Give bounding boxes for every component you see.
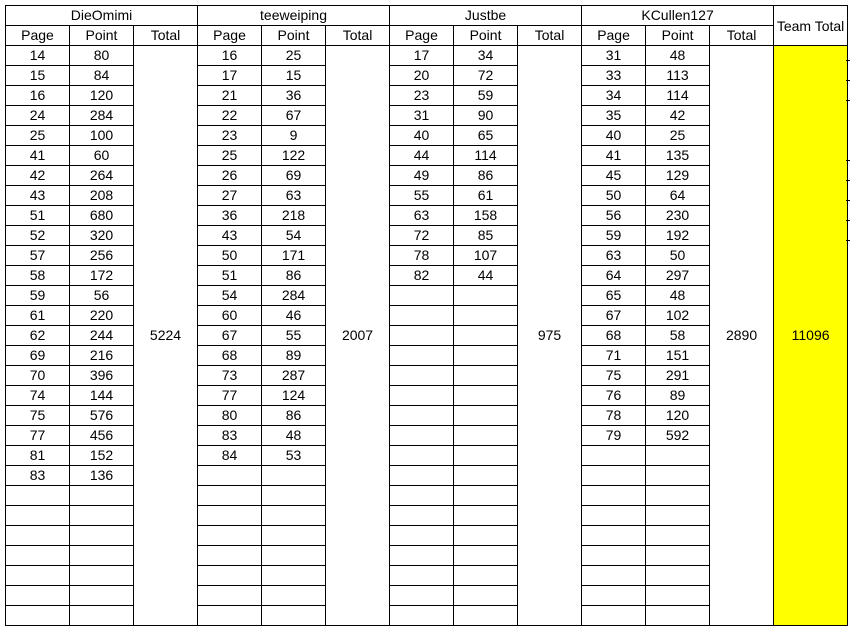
page-cell[interactable]: 56 <box>582 206 646 226</box>
page-cell[interactable]: 80 <box>198 406 262 426</box>
point-cell[interactable] <box>454 286 518 306</box>
page-cell[interactable]: 35 <box>582 106 646 126</box>
point-cell[interactable]: 218 <box>262 206 326 226</box>
page-cell[interactable]: 26 <box>198 166 262 186</box>
point-cell[interactable] <box>262 606 326 626</box>
page-cell[interactable]: 16 <box>6 86 70 106</box>
page-cell[interactable] <box>6 506 70 526</box>
point-cell[interactable]: 44 <box>454 266 518 286</box>
point-cell[interactable] <box>454 586 518 606</box>
point-cell[interactable] <box>70 486 134 506</box>
point-cell[interactable]: 90 <box>454 106 518 126</box>
point-cell[interactable] <box>646 466 710 486</box>
point-cell[interactable] <box>454 366 518 386</box>
point-cell[interactable] <box>70 606 134 626</box>
point-cell[interactable]: 36 <box>262 86 326 106</box>
page-cell[interactable]: 42 <box>6 166 70 186</box>
point-cell[interactable]: 291 <box>646 366 710 386</box>
point-column-header[interactable]: Point <box>262 26 326 46</box>
page-cell[interactable]: 24 <box>6 106 70 126</box>
page-cell[interactable] <box>390 486 454 506</box>
page-cell[interactable] <box>582 446 646 466</box>
player-total-cell[interactable]: 975 <box>518 46 582 626</box>
point-cell[interactable] <box>454 506 518 526</box>
point-cell[interactable]: 113 <box>646 66 710 86</box>
point-cell[interactable]: 135 <box>646 146 710 166</box>
page-column-header[interactable]: Page <box>582 26 646 46</box>
point-cell[interactable] <box>454 526 518 546</box>
page-cell[interactable]: 34 <box>582 86 646 106</box>
point-column-header[interactable]: Point <box>70 26 134 46</box>
page-cell[interactable] <box>390 466 454 486</box>
page-cell[interactable]: 54 <box>198 286 262 306</box>
point-cell[interactable] <box>646 446 710 466</box>
point-cell[interactable]: 114 <box>454 146 518 166</box>
point-cell[interactable] <box>70 506 134 526</box>
page-cell[interactable]: 83 <box>198 426 262 446</box>
page-cell[interactable]: 68 <box>198 346 262 366</box>
page-cell[interactable]: 77 <box>6 426 70 446</box>
page-cell[interactable]: 33 <box>582 66 646 86</box>
point-cell[interactable] <box>454 566 518 586</box>
page-cell[interactable] <box>198 466 262 486</box>
point-cell[interactable] <box>454 306 518 326</box>
page-cell[interactable]: 84 <box>198 446 262 466</box>
page-cell[interactable]: 76 <box>582 386 646 406</box>
page-cell[interactable]: 25 <box>198 146 262 166</box>
page-cell[interactable] <box>582 606 646 626</box>
point-cell[interactable]: 592 <box>646 426 710 446</box>
page-cell[interactable]: 25 <box>6 126 70 146</box>
score-table <box>5 5 848 626</box>
point-cell[interactable]: 100 <box>70 126 134 146</box>
page-cell[interactable]: 57 <box>6 246 70 266</box>
point-cell[interactable]: 120 <box>70 86 134 106</box>
point-cell[interactable]: 86 <box>262 266 326 286</box>
point-cell[interactable]: 171 <box>262 246 326 266</box>
point-cell[interactable] <box>262 546 326 566</box>
point-cell[interactable]: 46 <box>262 306 326 326</box>
page-cell[interactable]: 43 <box>6 186 70 206</box>
point-column-header[interactable]: Point <box>454 26 518 46</box>
point-cell[interactable]: 172 <box>70 266 134 286</box>
point-cell[interactable] <box>646 526 710 546</box>
page-cell[interactable]: 40 <box>390 126 454 146</box>
point-cell[interactable]: 9 <box>262 126 326 146</box>
point-cell[interactable]: 48 <box>646 286 710 306</box>
point-cell[interactable]: 72 <box>454 66 518 86</box>
point-cell[interactable] <box>70 566 134 586</box>
page-cell[interactable] <box>582 546 646 566</box>
page-cell[interactable] <box>390 546 454 566</box>
page-cell[interactable]: 63 <box>390 206 454 226</box>
point-cell[interactable] <box>262 586 326 606</box>
page-cell[interactable]: 59 <box>6 286 70 306</box>
page-cell[interactable]: 41 <box>6 146 70 166</box>
page-cell[interactable] <box>390 306 454 326</box>
point-cell[interactable]: 64 <box>646 186 710 206</box>
point-cell[interactable]: 244 <box>70 326 134 346</box>
page-cell[interactable] <box>390 326 454 346</box>
page-cell[interactable]: 44 <box>390 146 454 166</box>
page-cell[interactable]: 78 <box>390 246 454 266</box>
page-cell[interactable] <box>390 346 454 366</box>
point-cell[interactable] <box>646 506 710 526</box>
point-cell[interactable]: 59 <box>454 86 518 106</box>
page-cell[interactable]: 40 <box>582 126 646 146</box>
player-name-row <box>6 6 848 26</box>
page-cell[interactable]: 51 <box>198 266 262 286</box>
point-cell[interactable] <box>454 406 518 426</box>
page-cell[interactable]: 16 <box>198 46 262 66</box>
page-column-header[interactable]: Page <box>390 26 454 46</box>
page-cell[interactable] <box>390 386 454 406</box>
point-cell[interactable]: 85 <box>454 226 518 246</box>
page-cell[interactable]: 31 <box>582 46 646 66</box>
point-cell[interactable]: 284 <box>70 106 134 126</box>
page-cell[interactable]: 45 <box>582 166 646 186</box>
point-cell[interactable] <box>262 526 326 546</box>
point-cell[interactable]: 89 <box>646 386 710 406</box>
page-cell[interactable] <box>6 526 70 546</box>
page-cell[interactable] <box>6 586 70 606</box>
point-cell[interactable]: 264 <box>70 166 134 186</box>
page-cell[interactable]: 21 <box>198 86 262 106</box>
point-cell[interactable]: 80 <box>70 46 134 66</box>
point-cell[interactable]: 158 <box>454 206 518 226</box>
page-cell[interactable]: 23 <box>198 126 262 146</box>
point-cell[interactable]: 144 <box>70 386 134 406</box>
point-cell[interactable]: 15 <box>262 66 326 86</box>
player-name-cell[interactable]: KCullen127 <box>582 6 774 26</box>
page-cell[interactable]: 58 <box>6 266 70 286</box>
page-cell[interactable] <box>6 566 70 586</box>
point-cell[interactable]: 284 <box>262 286 326 306</box>
page-cell[interactable] <box>390 406 454 426</box>
page-cell[interactable]: 41 <box>582 146 646 166</box>
point-cell[interactable]: 53 <box>262 446 326 466</box>
page-cell[interactable]: 75 <box>582 366 646 386</box>
point-cell[interactable]: 42 <box>646 106 710 126</box>
point-cell[interactable]: 152 <box>70 446 134 466</box>
page-cell[interactable] <box>390 606 454 626</box>
page-cell[interactable] <box>198 566 262 586</box>
page-cell[interactable]: 51 <box>6 206 70 226</box>
page-cell[interactable] <box>582 466 646 486</box>
page-cell[interactable]: 68 <box>582 326 646 346</box>
page-cell[interactable]: 77 <box>198 386 262 406</box>
point-cell[interactable]: 396 <box>70 366 134 386</box>
page-cell[interactable] <box>198 546 262 566</box>
player-name-cell[interactable]: DieOmimi <box>6 6 198 26</box>
point-cell[interactable]: 61 <box>454 186 518 206</box>
point-cell[interactable]: 136 <box>70 466 134 486</box>
page-cell[interactable] <box>390 586 454 606</box>
point-cell[interactable]: 50 <box>646 246 710 266</box>
page-cell[interactable]: 17 <box>198 66 262 86</box>
page-cell[interactable]: 64 <box>582 266 646 286</box>
point-cell[interactable]: 107 <box>454 246 518 266</box>
point-cell[interactable]: 89 <box>262 346 326 366</box>
point-cell[interactable] <box>646 586 710 606</box>
point-cell[interactable]: 208 <box>70 186 134 206</box>
page-cell[interactable]: 63 <box>582 246 646 266</box>
point-cell[interactable]: 216 <box>70 346 134 366</box>
team-total-cell[interactable]: 11096 <box>774 46 848 626</box>
point-cell[interactable] <box>454 546 518 566</box>
point-cell[interactable] <box>454 466 518 486</box>
point-cell[interactable]: 54 <box>262 226 326 246</box>
total-column-header[interactable]: Total <box>518 26 582 46</box>
point-cell[interactable]: 680 <box>70 206 134 226</box>
page-cell[interactable] <box>6 546 70 566</box>
page-cell[interactable] <box>198 586 262 606</box>
page-cell[interactable] <box>582 526 646 546</box>
page-cell[interactable]: 50 <box>198 246 262 266</box>
point-cell[interactable] <box>262 506 326 526</box>
column-header-row <box>6 26 848 46</box>
page-cell[interactable]: 73 <box>198 366 262 386</box>
page-cell[interactable] <box>582 486 646 506</box>
page-column-header[interactable]: Page <box>198 26 262 46</box>
page-cell[interactable] <box>198 606 262 626</box>
page-cell[interactable]: 22 <box>198 106 262 126</box>
point-cell[interactable] <box>454 446 518 466</box>
page-cell[interactable]: 67 <box>198 326 262 346</box>
point-cell[interactable]: 48 <box>262 426 326 446</box>
point-cell[interactable] <box>454 386 518 406</box>
page-cell[interactable] <box>198 486 262 506</box>
player-total-cell[interactable]: 5224 <box>134 46 198 626</box>
point-cell[interactable]: 102 <box>646 306 710 326</box>
page-cell[interactable] <box>390 286 454 306</box>
table-row <box>6 46 848 66</box>
point-cell[interactable]: 120 <box>646 406 710 426</box>
player-total-cell[interactable]: 2007 <box>326 46 390 626</box>
page-cell[interactable]: 36 <box>198 206 262 226</box>
point-cell[interactable] <box>262 486 326 506</box>
page-cell[interactable] <box>390 366 454 386</box>
page-cell[interactable] <box>390 446 454 466</box>
page-cell[interactable]: 71 <box>582 346 646 366</box>
page-cell[interactable]: 61 <box>6 306 70 326</box>
point-cell[interactable] <box>646 486 710 506</box>
point-cell[interactable]: 86 <box>454 166 518 186</box>
page-cell[interactable]: 81 <box>6 446 70 466</box>
point-cell[interactable]: 60 <box>70 146 134 166</box>
point-cell[interactable]: 256 <box>70 246 134 266</box>
player-name-cell[interactable]: Justbe <box>390 6 582 26</box>
point-cell[interactable]: 25 <box>262 46 326 66</box>
point-cell[interactable] <box>70 546 134 566</box>
page-cell[interactable]: 23 <box>390 86 454 106</box>
page-cell[interactable] <box>582 586 646 606</box>
total-column-header[interactable]: Total <box>326 26 390 46</box>
page-cell[interactable] <box>6 606 70 626</box>
point-cell[interactable]: 124 <box>262 386 326 406</box>
page-column-header[interactable]: Page <box>6 26 70 46</box>
point-cell[interactable]: 220 <box>70 306 134 326</box>
page-cell[interactable] <box>390 526 454 546</box>
total-column-header[interactable]: Total <box>710 26 774 46</box>
point-cell[interactable] <box>454 606 518 626</box>
point-cell[interactable]: 67 <box>262 106 326 126</box>
sheet-edge-gridlines <box>846 5 850 623</box>
point-cell[interactable]: 192 <box>646 226 710 246</box>
point-cell[interactable] <box>70 586 134 606</box>
point-cell[interactable]: 65 <box>454 126 518 146</box>
point-cell[interactable]: 151 <box>646 346 710 366</box>
page-cell[interactable]: 55 <box>390 186 454 206</box>
page-cell[interactable]: 60 <box>198 306 262 326</box>
point-cell[interactable]: 86 <box>262 406 326 426</box>
point-cell[interactable]: 34 <box>454 46 518 66</box>
point-cell[interactable]: 69 <box>262 166 326 186</box>
page-cell[interactable] <box>390 506 454 526</box>
page-cell[interactable]: 49 <box>390 166 454 186</box>
point-cell[interactable]: 576 <box>70 406 134 426</box>
page-cell[interactable]: 17 <box>390 46 454 66</box>
page-cell[interactable]: 31 <box>390 106 454 126</box>
page-cell[interactable] <box>390 426 454 446</box>
point-cell[interactable]: 58 <box>646 326 710 346</box>
point-cell[interactable] <box>646 546 710 566</box>
page-cell[interactable] <box>198 526 262 546</box>
page-cell[interactable]: 14 <box>6 46 70 66</box>
page-cell[interactable]: 43 <box>198 226 262 246</box>
page-cell[interactable]: 67 <box>582 306 646 326</box>
page-cell[interactable]: 15 <box>6 66 70 86</box>
point-cell[interactable]: 129 <box>646 166 710 186</box>
page-cell[interactable]: 82 <box>390 266 454 286</box>
point-cell[interactable] <box>646 566 710 586</box>
page-cell[interactable]: 52 <box>6 226 70 246</box>
page-cell[interactable] <box>6 486 70 506</box>
page-cell[interactable] <box>390 566 454 586</box>
player-total-cell[interactable]: 2890 <box>710 46 774 626</box>
point-cell[interactable] <box>454 346 518 366</box>
page-cell[interactable]: 20 <box>390 66 454 86</box>
page-cell[interactable]: 50 <box>582 186 646 206</box>
point-cell[interactable] <box>262 466 326 486</box>
point-cell[interactable] <box>454 326 518 346</box>
point-cell[interactable]: 25 <box>646 126 710 146</box>
point-cell[interactable] <box>454 486 518 506</box>
point-cell[interactable]: 230 <box>646 206 710 226</box>
page-cell[interactable]: 79 <box>582 426 646 446</box>
total-column-header[interactable]: Total <box>134 26 198 46</box>
point-cell[interactable]: 320 <box>70 226 134 246</box>
point-cell[interactable] <box>454 426 518 446</box>
scoresheet <box>5 5 847 623</box>
player-name-cell[interactable]: teeweiping <box>198 6 390 26</box>
page-cell[interactable]: 69 <box>6 346 70 366</box>
page-cell[interactable]: 59 <box>582 226 646 246</box>
page-cell[interactable]: 65 <box>582 286 646 306</box>
page-cell[interactable] <box>582 566 646 586</box>
page-cell[interactable] <box>582 506 646 526</box>
page-cell[interactable] <box>198 506 262 526</box>
point-column-header[interactable]: Point <box>646 26 710 46</box>
point-cell[interactable]: 84 <box>70 66 134 86</box>
team-total-header[interactable]: Team Total <box>774 6 848 46</box>
page-cell[interactable]: 62 <box>6 326 70 346</box>
point-cell[interactable]: 297 <box>646 266 710 286</box>
page-cell[interactable]: 72 <box>390 226 454 246</box>
point-cell[interactable]: 56 <box>70 286 134 306</box>
point-cell[interactable] <box>646 606 710 626</box>
point-cell[interactable]: 48 <box>646 46 710 66</box>
page-cell[interactable]: 27 <box>198 186 262 206</box>
point-cell[interactable]: 114 <box>646 86 710 106</box>
page-cell[interactable]: 83 <box>6 466 70 486</box>
page-cell[interactable]: 74 <box>6 386 70 406</box>
point-cell[interactable]: 287 <box>262 366 326 386</box>
point-cell[interactable]: 55 <box>262 326 326 346</box>
page-cell[interactable]: 75 <box>6 406 70 426</box>
point-cell[interactable]: 456 <box>70 426 134 446</box>
point-cell[interactable]: 63 <box>262 186 326 206</box>
point-cell[interactable] <box>262 566 326 586</box>
page-cell[interactable]: 70 <box>6 366 70 386</box>
point-cell[interactable]: 122 <box>262 146 326 166</box>
point-cell[interactable] <box>70 526 134 546</box>
page-cell[interactable]: 78 <box>582 406 646 426</box>
